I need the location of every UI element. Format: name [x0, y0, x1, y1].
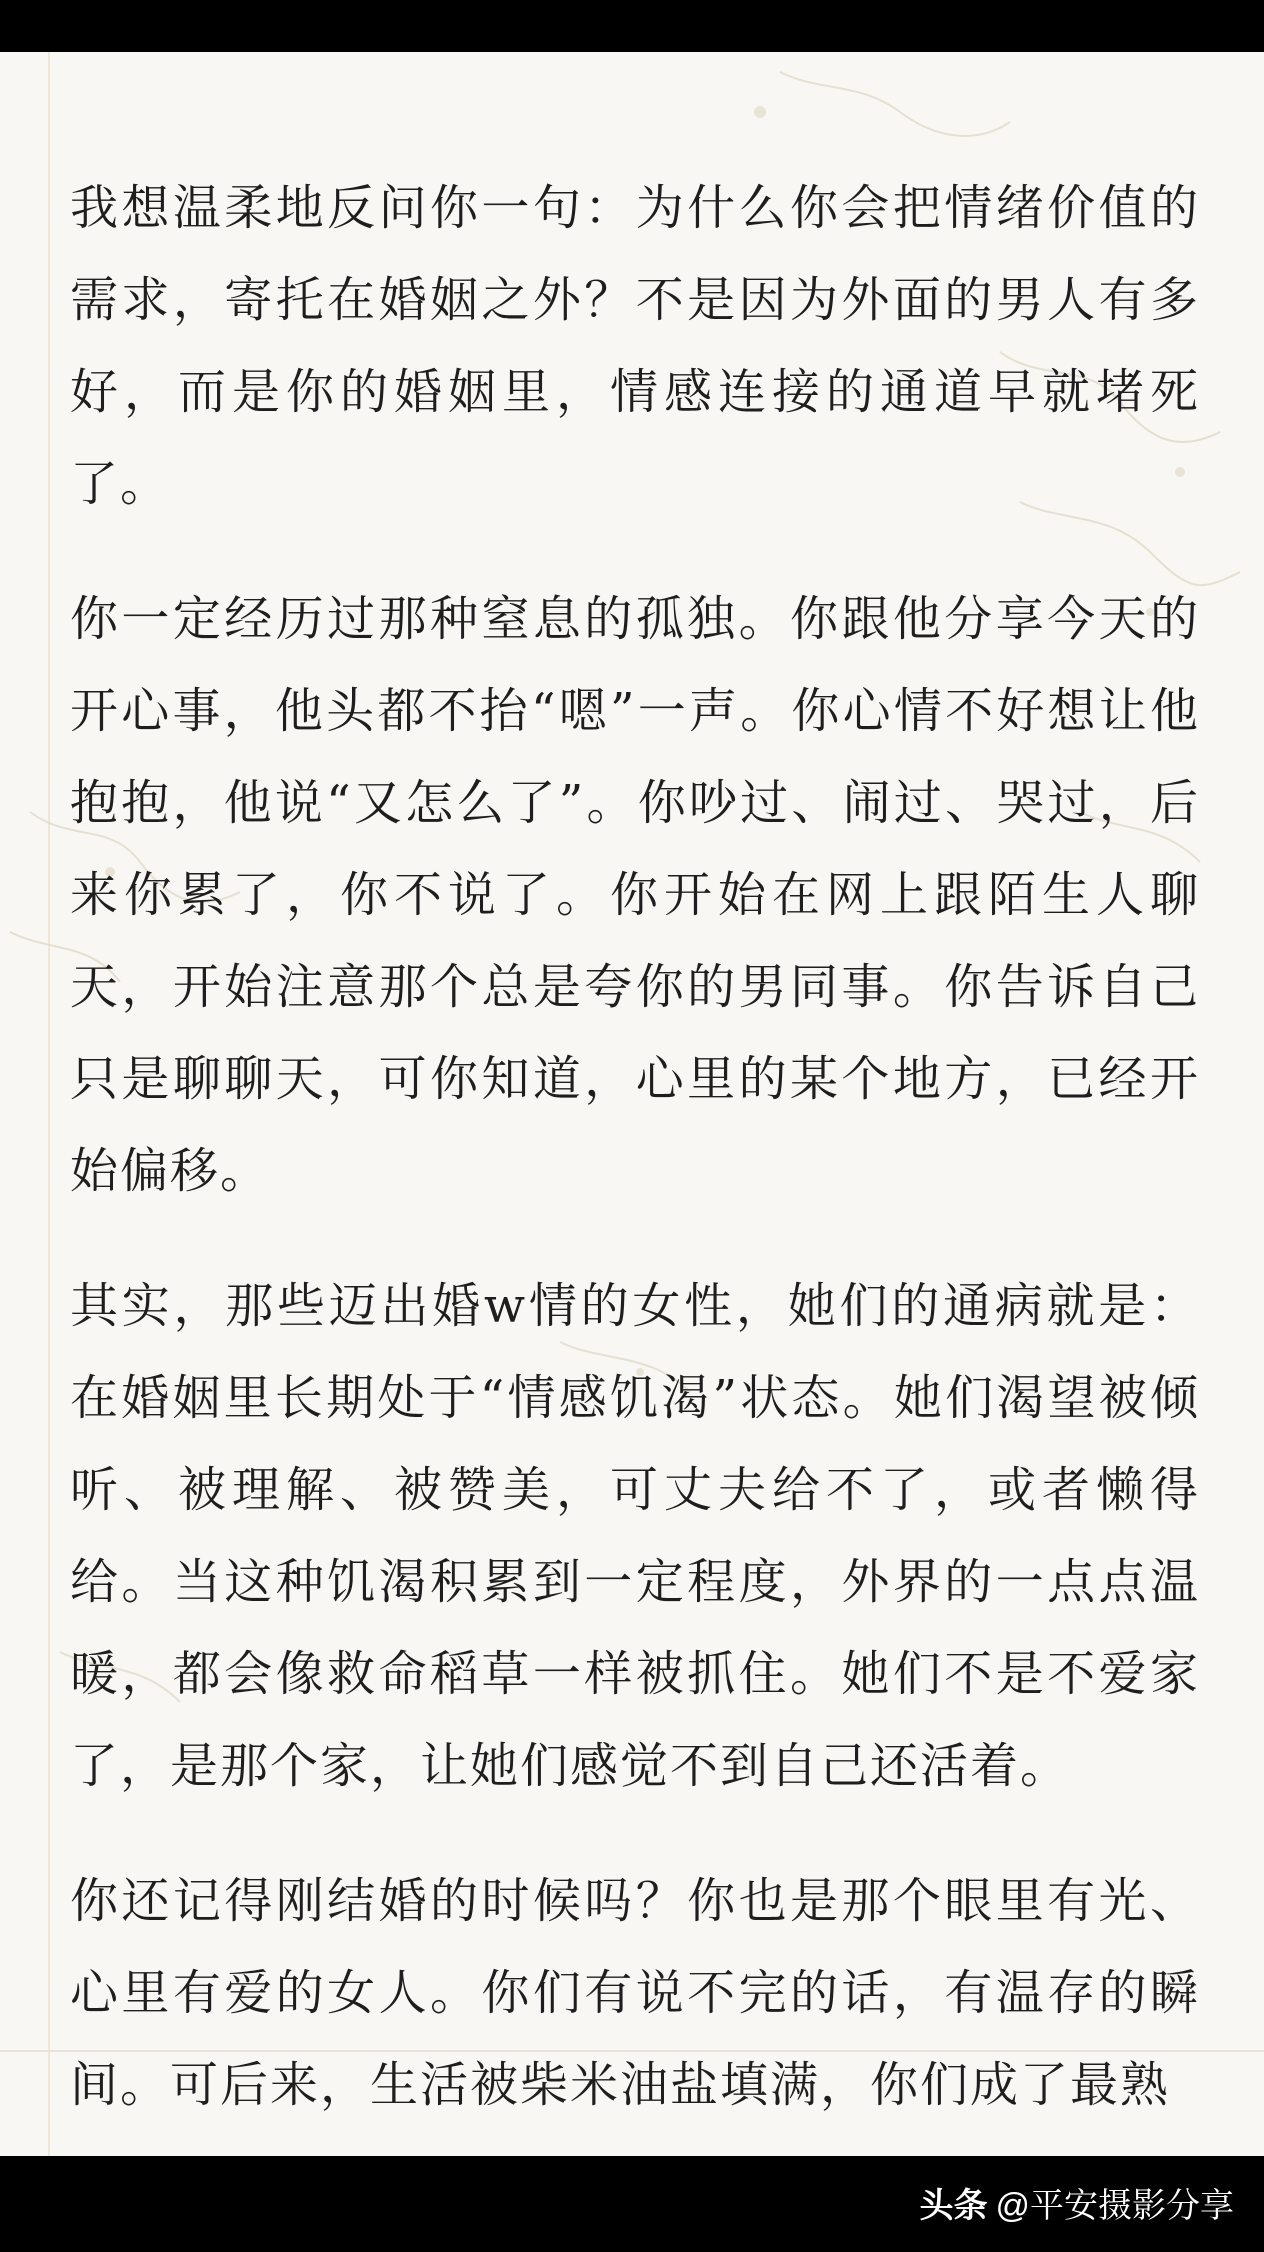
bottom-black-bar [0, 2156, 1264, 2252]
toutiao-logo: 头条 [919, 2187, 988, 2225]
toutiao-watermark [919, 2186, 1234, 2226]
paragraph: 我想温柔地反问你一句：为什么你会把情绪价值的需求，寄托在婚姻之外？不是因为外面的男人有多好，而是你的婚姻里，情感连接的通道早就堵死了。 [70, 180, 1200, 512]
paragraph: 你还记得刚结婚的时候吗？你也是那个眼里有光、心里有爱的女人。你们有说不完的话，有温存的瞬间。可后来，生活被柴米油盐填满，你们成了最熟 [70, 1873, 1200, 2113]
article-body [70, 162, 1200, 2156]
article-page[interactable] [0, 52, 1264, 2156]
paragraph: 你一定经历过那种窒息的孤独。你跟他分享今天的开心事，他头都不抬“嗯”一声。你心情不好想让他抱抱，他说“又怎么了”。你吵过、闹过、哭过，后来你累了，你不说了。你开始在网上跟陌生人聊天，开始注意那个总是夸你的男同事。你告诉自己只是聊聊天，可你知道，心里的某个地方，已经开始偏移。 [70, 591, 1200, 1199]
top-black-bar [0, 0, 1264, 52]
author-handle: @平安摄影分享 [995, 2187, 1234, 2225]
paragraph: 其实，那些迈出婚w情的女性，她们的通病就是：在婚姻里长期处于“情感饥渴”状态。她们渴望被倾听、被理解、被赞美，可丈夫给不了，或者懒得给。当这种饥渴积累到一定程度，外界的一点点温暖，都会像救命稻草一样被抓住。她们不是不爱家了，是那个家，让她们感觉不到自己还活着。 [70, 1278, 1200, 1794]
